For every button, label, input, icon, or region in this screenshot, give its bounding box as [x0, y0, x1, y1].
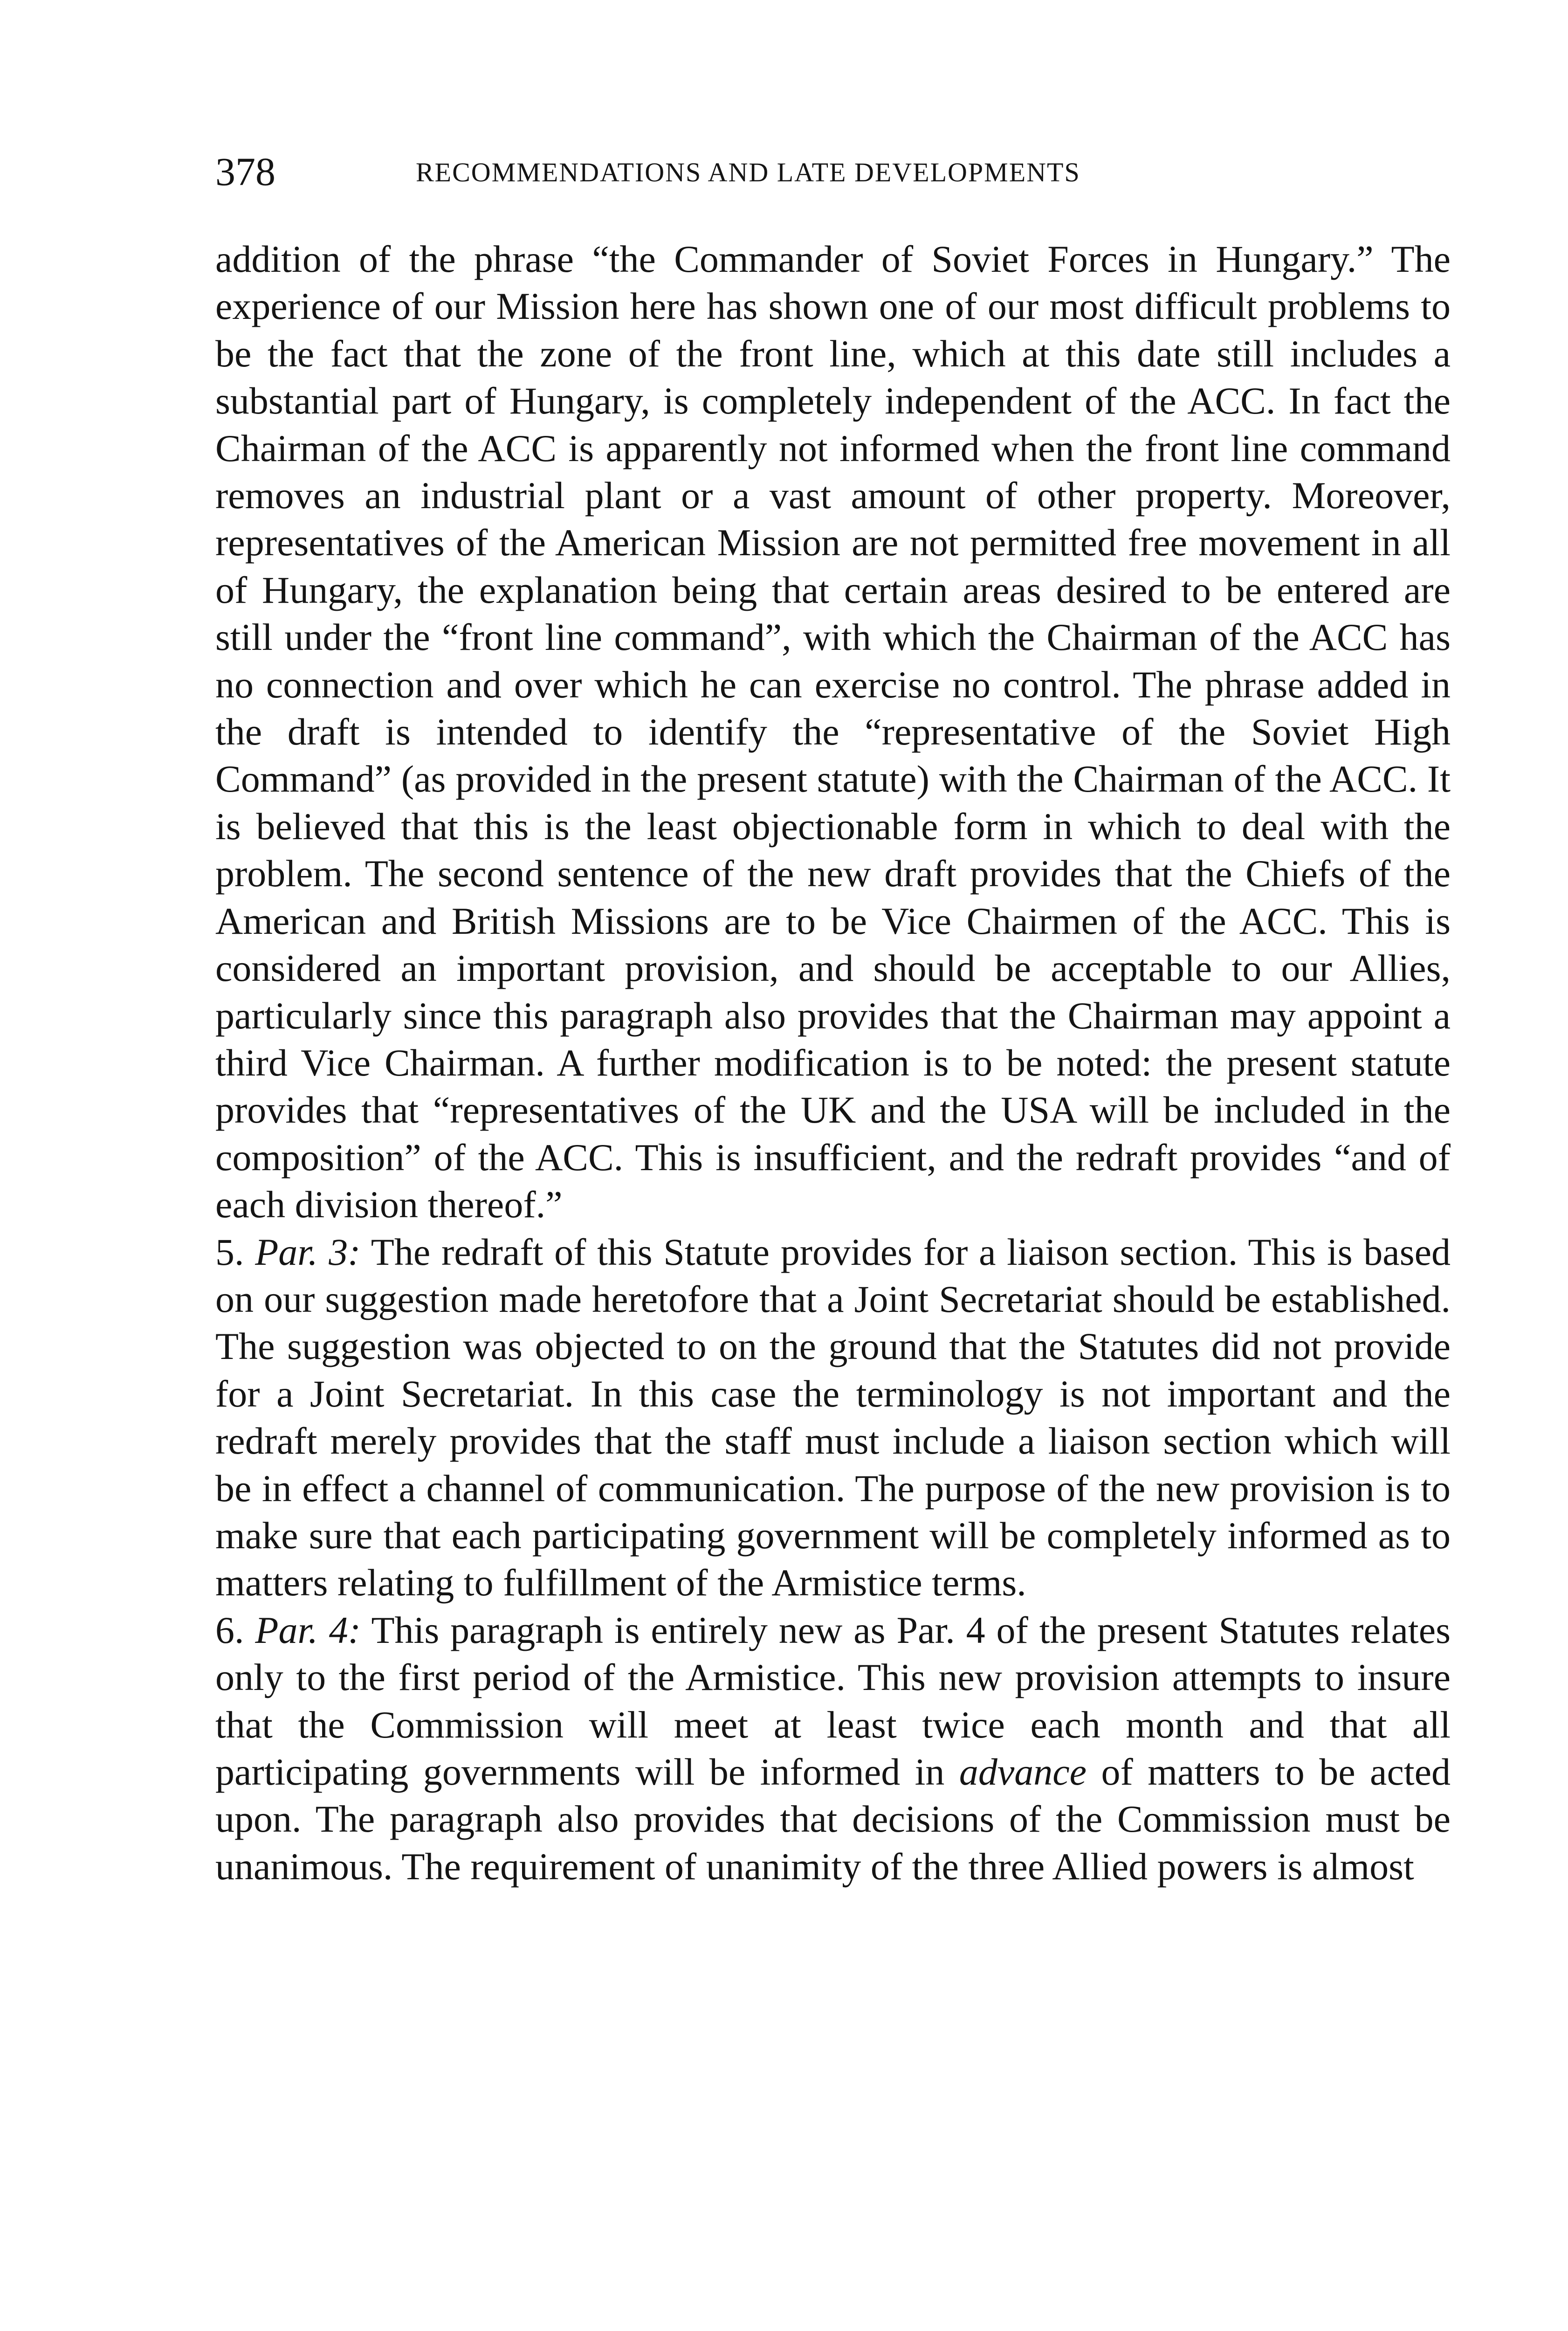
running-title: RECOMMENDATIONS AND LATE DEVELOPMENTS	[416, 157, 1080, 187]
paragraph-par-4	[215, 1607, 1451, 1890]
paragraph-label: Par. 4:	[255, 1608, 361, 1651]
paragraph-text: This paragraph is entirely new as Par. 4 of the present Statutes relates only to the first period of the Armistice. This new provision attempts to insure that the Commission will meet at least twice each month and that all participating governments will be informed in	[215, 1608, 1451, 1793]
paragraph-par-3	[215, 1228, 1451, 1607]
paragraph-text: of matters to be acted upon. The paragraph also provides that decisions of the Commission must be unanimous. The requirement of unanimity of the three Allied powers is almost	[215, 1751, 1451, 1888]
page-number: 378	[215, 149, 275, 194]
body-text	[215, 235, 1451, 1890]
paragraph-text: The redraft of this Statute provides for a liaison section. This is based on our suggestion made heretofore that a Joint Secretariat should be established. The suggestion was objected to on the ground that the Statutes did not provide for a Joint Secretariat. In this case the terminology is not important and the redraft merely provides that the staff must include a liaison section which will be in effect a channel of communication. The purpose of the new provision is to make sure that each participating government will be completely informed as to matters relating to fulfillment of the Armistice terms.	[215, 1230, 1451, 1604]
paragraph-1: addition of the phrase “the Commander of Soviet Forces in Hungary.” The experience of our Mission here has shown one of our most difficult problems to be the fact that the zone of the front line, which at this date still includes a substantial part of Hungary, is completely independent of the ACC. In fact the Chairman of the ACC is apparently not informed when the front line command removes an industrial plant or a vast amount of other property. Moreover, representatives of the American Mission are not permitted free movement in all of Hungary, the explanation being that certain areas desired to be entered are still under the “front line command”, with which the Chairman of the ACC has no connection and over which he can exercise no control. The phrase added in the draft is intended to identify the “representative of the Soviet High Command” (as provided in the present statute) with the Chairman of the ACC. It is believed that this is the least objectionable form in which to deal with the problem. The second sentence of the new draft provides that the Chiefs of the American and British Missions are to be Vice Chairmen of the ACC. This is considered an important provision, and should be acceptable to our Allies, particularly since this paragraph also provides that the Chairman may appoint a third Vice Chairman. A further modification is to be noted: the present statute provides that “representatives of the UK and the USA will be included in the composition” of the ACC. This is insufficient, and the redraft provides “and of each division thereof.”	[215, 238, 1451, 1226]
running-header	[215, 148, 1451, 204]
paragraph-number: 6.	[215, 1608, 244, 1651]
paragraph-label: Par. 3:	[255, 1230, 361, 1273]
paragraph-number: 5.	[215, 1230, 244, 1273]
emphasized-word: advance	[959, 1751, 1087, 1793]
